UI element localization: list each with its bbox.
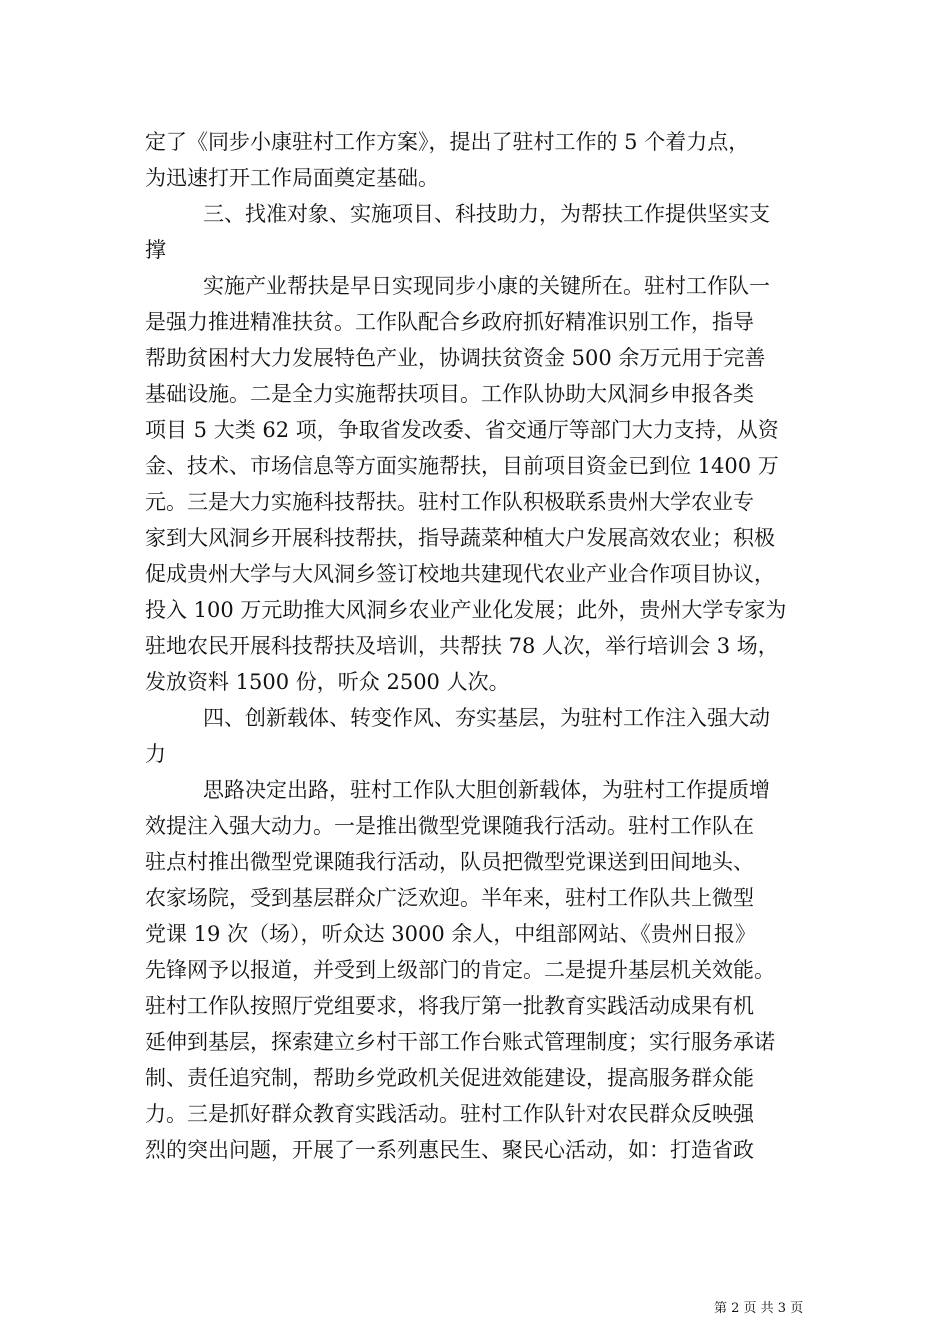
text-line: 家到大风洞乡开展科技帮扶，指导蔬菜种植大户发展高效农业；积极 xyxy=(145,526,775,550)
paragraph-first-line: 思路决定出路，驻村工作队大胆创新载体，为驻村工作提质增 xyxy=(203,778,770,802)
text-line: 金、技术、市场信息等方面实施帮扶，目前项目资金已到位 1400 万 xyxy=(145,454,779,478)
text-line: 延伸到基层，探索建立乡村干部工作台账式管理制度；实行服务承诺 xyxy=(145,1030,775,1054)
paragraph-first-line: 四、创新载体、转变作风、夯实基层，为驻村工作注入强大动 xyxy=(203,706,770,730)
page-number: 第 2 页 共 3 页 xyxy=(714,1301,804,1316)
text-line: 定了《同步小康驻村工作方案》，提出了驻村工作的 5 个着力点， xyxy=(145,130,750,154)
text-line: 农家场院，受到基层群众广泛欢迎。半年来，驻村工作队共上微型 xyxy=(145,886,754,910)
text-line: 驻地农民开展科技帮扶及培训，共帮扶 78 人次，举行培训会 3 场， xyxy=(145,634,779,658)
text-line: 制、责任追究制，帮助乡党政机关促进效能建设，提高服务群众能 xyxy=(145,1066,754,1090)
text-line: 力 xyxy=(145,742,166,766)
text-line: 效提注入强大动力。一是推出微型党课随我行活动。驻村工作队在 xyxy=(145,814,754,838)
paragraph-first-line: 实施产业帮扶是早日实现同步小康的关键所在。驻村工作队一 xyxy=(203,274,770,298)
text-line: 党课 19 次（场），听众达 3000 余人，中组部网站、《贵州日报》 xyxy=(145,922,756,946)
text-line: 基础设施。二是全力实施帮扶项目。工作队协助大风洞乡申报各类 xyxy=(145,382,754,406)
paragraph-first-line: 三、找准对象、实施项目、科技助力，为帮扶工作提供坚实支 xyxy=(203,202,770,226)
text-line: 驻点村推出微型党课随我行活动，队员把微型党课送到田间地头、 xyxy=(145,850,754,874)
text-line: 是强力推进精准扶贫。工作队配合乡政府抓好精准识别工作，指导 xyxy=(145,310,754,334)
text-line: 发放资料 1500 份，听众 2500 人次。 xyxy=(145,670,510,694)
text-line: 撑 xyxy=(145,238,166,262)
text-line: 为迅速打开工作局面奠定基础。 xyxy=(145,166,439,190)
text-line: 帮助贫困村大力发展特色产业，协调扶贫资金 500 余万元用于完善 xyxy=(145,346,766,370)
text-line: 先锋网予以报道，并受到上级部门的肯定。二是提升基层机关效能。 xyxy=(145,958,775,982)
text-line: 烈的突出问题，开展了一系列惠民生、聚民心活动，如：打造省政 xyxy=(145,1138,754,1162)
text-line: 促成贵州大学与大风洞乡签订校地共建现代农业产业合作项目协议， xyxy=(145,562,775,586)
document-body xyxy=(145,124,810,1168)
text-line: 力。三是抓好群众教育实践活动。驻村工作队针对农民群众反映强 xyxy=(145,1102,754,1126)
text-line: 项目 5 大类 62 项，争取省发改委、省交通厅等部门大力支持，从资 xyxy=(145,418,779,442)
text-line: 驻村工作队按照厅党组要求，将我厅第一批教育实践活动成果有机 xyxy=(145,994,754,1018)
text-line: 元。三是大力实施科技帮扶。驻村工作队积极联系贵州大学农业专 xyxy=(145,490,754,514)
text-line: 投入 100 万元助推大风洞乡农业产业化发展；此外，贵州大学专家为 xyxy=(145,598,787,622)
